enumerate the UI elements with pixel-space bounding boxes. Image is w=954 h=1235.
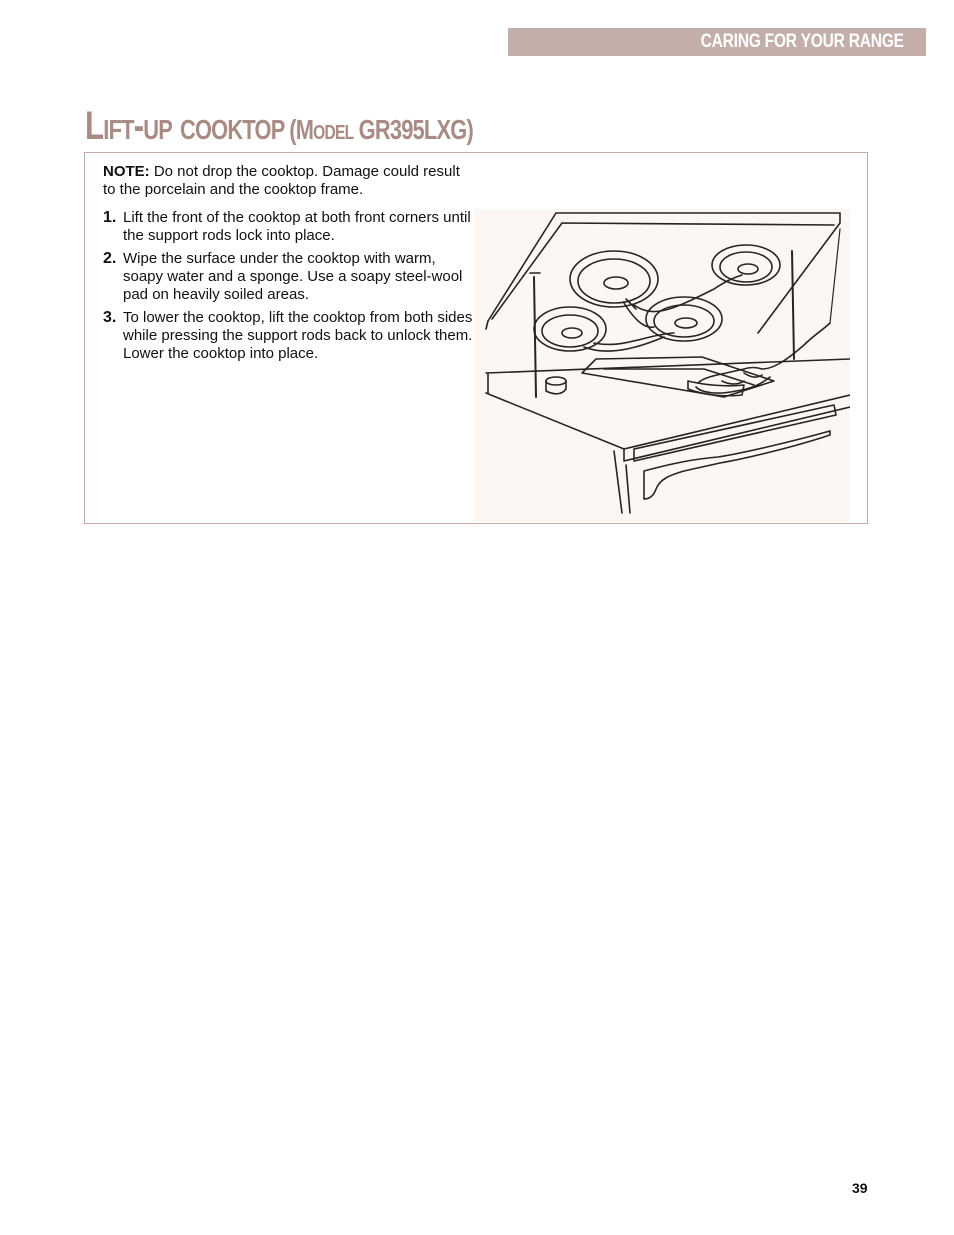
gas-tubes bbox=[584, 275, 742, 351]
step-text: Lift the front of the cooktop at both front corners until the support rods lock into place. bbox=[123, 209, 471, 244]
burner-back-right bbox=[712, 245, 780, 285]
lift-up-cooktop-illustration bbox=[474, 209, 850, 522]
steps-list bbox=[103, 209, 475, 363]
support-rod-right bbox=[792, 251, 794, 359]
step-number: 1. bbox=[103, 209, 117, 226]
page-title-model: (Model GR395LXG) bbox=[289, 114, 473, 145]
section-title: CARING FOR YOUR RANGE bbox=[700, 31, 904, 52]
note bbox=[103, 163, 475, 199]
step-text: To lower the cooktop, lift the cooktop from both sides while pressing the support rods back to unlock them. Lower the cooktop into place. bbox=[123, 309, 473, 362]
burner-front-left bbox=[534, 307, 606, 351]
burner-cap bbox=[546, 377, 566, 385]
list-item bbox=[103, 309, 475, 363]
instruction-text bbox=[103, 163, 475, 368]
page-title-main: Lift-up cooktop bbox=[85, 104, 285, 148]
oven-door bbox=[614, 405, 836, 513]
range-top bbox=[486, 359, 850, 449]
list-item bbox=[103, 209, 475, 245]
step-number: 2. bbox=[103, 250, 117, 267]
step-text: Wipe the surface under the cooktop with warm, soapy water and a sponge. Use a soapy steel-wool pad on heavily soiled areas. bbox=[123, 250, 463, 303]
section-header-bar bbox=[508, 28, 926, 56]
instruction-panel bbox=[84, 152, 868, 524]
page-number: 39 bbox=[852, 1180, 868, 1196]
list-item bbox=[103, 250, 475, 304]
page-title bbox=[85, 104, 473, 149]
hand-with-sponge bbox=[696, 323, 830, 393]
cooktop-drawing bbox=[474, 209, 850, 522]
note-text: Do not drop the cooktop. Damage could result to the porcelain and the cooktop frame. bbox=[103, 163, 460, 198]
note-label: NOTE: bbox=[103, 163, 150, 180]
step-number: 3. bbox=[103, 309, 117, 326]
